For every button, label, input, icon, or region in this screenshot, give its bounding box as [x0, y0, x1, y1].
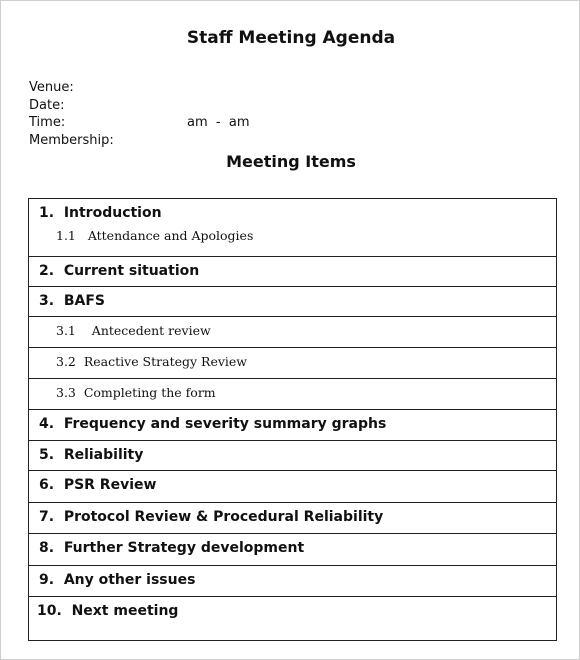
- agenda-table: [28, 198, 557, 641]
- item-label: Current situation: [63, 263, 200, 279]
- agenda-item-further-strategy: [29, 534, 556, 566]
- item-number: 3.: [39, 293, 55, 309]
- agenda-item-bafs: [29, 287, 556, 317]
- page-title: Staff Meeting Agenda: [186, 28, 396, 48]
- item-number: 1.1: [56, 228, 76, 243]
- item-number: 7.: [39, 509, 55, 525]
- agenda-subitem-antecedent: [29, 317, 556, 348]
- agenda-item-protocol-review: [29, 503, 556, 534]
- agenda-item-psr-review: [29, 471, 556, 503]
- item-label: Next meeting: [71, 603, 179, 619]
- item-label: Reliability: [63, 447, 144, 463]
- agenda-subitem-completing: [29, 379, 556, 410]
- time-range: am - am: [187, 115, 250, 130]
- item-number: 6.: [39, 477, 55, 493]
- item-label: Frequency and severity summary graphs: [63, 416, 387, 432]
- item-number: 8.: [39, 540, 55, 556]
- item-label: Reactive Strategy Review: [83, 354, 247, 369]
- item-label: Attendance and Apologies: [87, 228, 254, 243]
- agenda-subitem-attendance: [29, 225, 556, 257]
- item-label: Further Strategy development: [63, 540, 305, 556]
- item-label: PSR Review: [63, 477, 157, 493]
- item-label: Protocol Review & Procedural Reliability: [63, 509, 384, 525]
- agenda-item-introduction: [29, 199, 556, 225]
- agenda-item-other-issues: [29, 566, 556, 597]
- item-label: Antecedent review: [91, 323, 211, 338]
- item-number: 5.: [39, 447, 55, 463]
- venue-label: Venue:: [29, 80, 74, 95]
- item-number: 1.: [39, 205, 55, 221]
- item-number: 10.: [37, 603, 62, 619]
- item-label: BAFS: [63, 293, 105, 309]
- item-number: 4.: [39, 416, 55, 432]
- meeting-items-heading: Meeting Items: [226, 152, 356, 171]
- item-number: 2.: [39, 263, 55, 279]
- item-number: 3.3: [56, 385, 76, 400]
- item-number: 3.1: [56, 323, 76, 338]
- agenda-item-next-meeting: [29, 597, 556, 640]
- membership-label: Membership:: [29, 133, 114, 148]
- time-label: Time:: [29, 115, 66, 130]
- item-label: Any other issues: [63, 572, 196, 588]
- agenda-subitem-reactive: [29, 348, 556, 379]
- date-label: Date:: [29, 98, 65, 113]
- agenda-item-frequency: [29, 410, 556, 441]
- item-number: 9.: [39, 572, 55, 588]
- item-number: 3.2: [56, 354, 76, 369]
- agenda-item-reliability: [29, 441, 556, 471]
- item-label: Completing the form: [83, 385, 216, 400]
- item-label: Introduction: [63, 205, 162, 221]
- agenda-item-current-situation: [29, 257, 556, 287]
